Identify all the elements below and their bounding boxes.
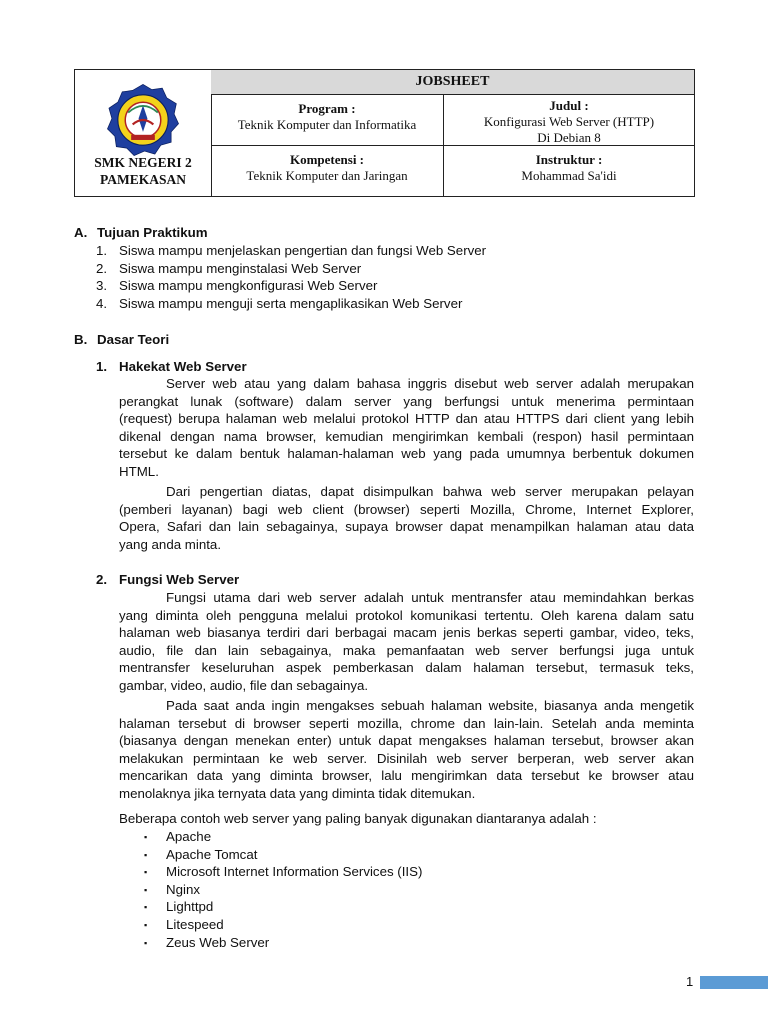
paragraph-hakekat-1: Server web atau yang dalam bahasa inggris disebut web server adalah merupakan perangkat lunak (software) dalam server yang berfungsi untuk menerima permintaan (request) berupa halaman web melalui protokol HTTP dan atau HTTPS dari client yang lebih dikenal dengan nama browser, kemudian mengirimkan kembali (respon) hasil permintaan tersebut ke dalam bentuk halaman-halaman web yang pada umumnya berbentuk dokumen HTML. xyxy=(119,376,694,479)
judul-value-line1: Konfigurasi Web Server (HTTP) xyxy=(483,114,655,129)
list-item-number: 2. xyxy=(96,261,108,276)
list-item: Zeus Web Server xyxy=(166,935,270,950)
judul-cell xyxy=(444,95,694,146)
instruktur-cell xyxy=(444,146,694,196)
bullet-icon: ▪ xyxy=(144,867,148,877)
list-item: Siswa mampu mengkonfigurasi Web Server xyxy=(119,278,378,293)
list-item: Litespeed xyxy=(166,917,224,932)
examples-intro: Beberapa contoh web server yang paling banyak digunakan diantaranya adalah : xyxy=(119,811,597,826)
subsection-1-number: 1. xyxy=(96,359,108,374)
bullet-icon: ▪ xyxy=(144,832,148,842)
school-logo xyxy=(106,83,180,157)
list-item: Siswa mampu menjelaskan pengertian dan fungsi Web Server xyxy=(119,243,487,258)
section-b-title: Dasar Teori xyxy=(97,332,170,347)
list-item: Siswa mampu menguji serta mengaplikasikan Web Server xyxy=(119,296,463,311)
judul-value-line2: Di Debian 8 xyxy=(537,130,601,145)
list-item: Apache Tomcat xyxy=(166,847,258,862)
kompetensi-cell xyxy=(211,146,444,196)
section-a-letter: A. xyxy=(74,225,88,240)
list-item: Nginx xyxy=(166,882,200,897)
list-item: Siswa mampu menginstalasi Web Server xyxy=(119,261,362,276)
list-item: Lighttpd xyxy=(166,899,214,914)
list-item: Microsoft Internet Information Services (IIS) xyxy=(166,864,423,879)
bullet-icon: ▪ xyxy=(144,938,148,948)
instruktur-value: Mohammad Sa'idi xyxy=(521,168,617,183)
program-label: Program : xyxy=(298,101,356,116)
program-cell xyxy=(211,95,444,146)
program-value: Teknik Komputer dan Informatika xyxy=(237,117,417,132)
judul-label: Judul : xyxy=(549,98,589,113)
subsection-2-number: 2. xyxy=(96,572,108,587)
list-item-number: 1. xyxy=(96,243,108,258)
section-a-title: Tujuan Praktikum xyxy=(97,225,208,240)
paragraph-fungsi-2: Pada saat anda ingin mengakses sebuah halaman website, biasanya anda mengetik halaman tersebut di browser seperti mozilla, chrome dan lain-lain. Setelah anda meminta (biasanya dengan menekan enter) untuk dapat mengakses halaman tersebut, browser akan melakukan permintaan ke web server. Disinilah web server berperan, web server akan mencarikan data yang diminta browser, lalu mengirimkan data tersebut ke browser atau menolaknya jika ternyata data yang diminta tidak ditemukan. xyxy=(119,698,694,801)
bullet-icon: ▪ xyxy=(144,850,148,860)
list-item: Apache xyxy=(166,829,212,844)
kompetensi-value: Teknik Komputer dan Jaringan xyxy=(246,168,408,183)
footer-accent-bar xyxy=(700,976,768,989)
kompetensi-label: Kompetensi : xyxy=(289,152,365,167)
header-table xyxy=(74,69,695,197)
page-number: 1 xyxy=(686,974,694,989)
instruktur-label: Instruktur : xyxy=(535,152,603,167)
subsection-1-title: Hakekat Web Server xyxy=(119,359,247,374)
logo-cell xyxy=(75,70,212,196)
list-item-number: 3. xyxy=(96,278,108,293)
paragraph-fungsi-1: Fungsi utama dari web server adalah untuk mentransfer atau memindahkan berkas yang diminta oleh pengguna melalui protokol komunikasi tertentu. Oleh karena dalam satu halaman web biasanya terdiri dari berbagai macam jenis berkas seperti gambar, video, teks, audio, file dan lain sebagainya, maka pemanfaatan web server berfungsi juga untuk mentransfer keseluruhan aspek pemberkasan dalam halaman tersebut, termasuk teks, gambar, video, audio, file dan sebagainya. xyxy=(119,590,694,693)
paragraph-hakekat-2: Dari pengertian diatas, dapat disimpulkan bahwa web server merupakan pelayan (pemberi layanan) bagi web client (browser) seperti Mozilla, Chrome, Internet Explorer, Opera, Safari dan lain sebagainya, supaya browser dapat menampilkan halaman atau data yang anda minta. xyxy=(119,484,694,552)
school-name: SMK NEGERI 2 PAMEKASAN xyxy=(94,155,192,187)
bullet-icon: ▪ xyxy=(144,920,148,930)
jobsheet-title: JOBSHEET xyxy=(211,70,694,95)
list-item-number: 4. xyxy=(96,296,108,311)
subsection-2-title: Fungsi Web Server xyxy=(119,572,240,587)
bullet-icon: ▪ xyxy=(144,885,148,895)
bullet-icon: ▪ xyxy=(144,902,148,912)
section-b-letter: B. xyxy=(74,332,88,347)
